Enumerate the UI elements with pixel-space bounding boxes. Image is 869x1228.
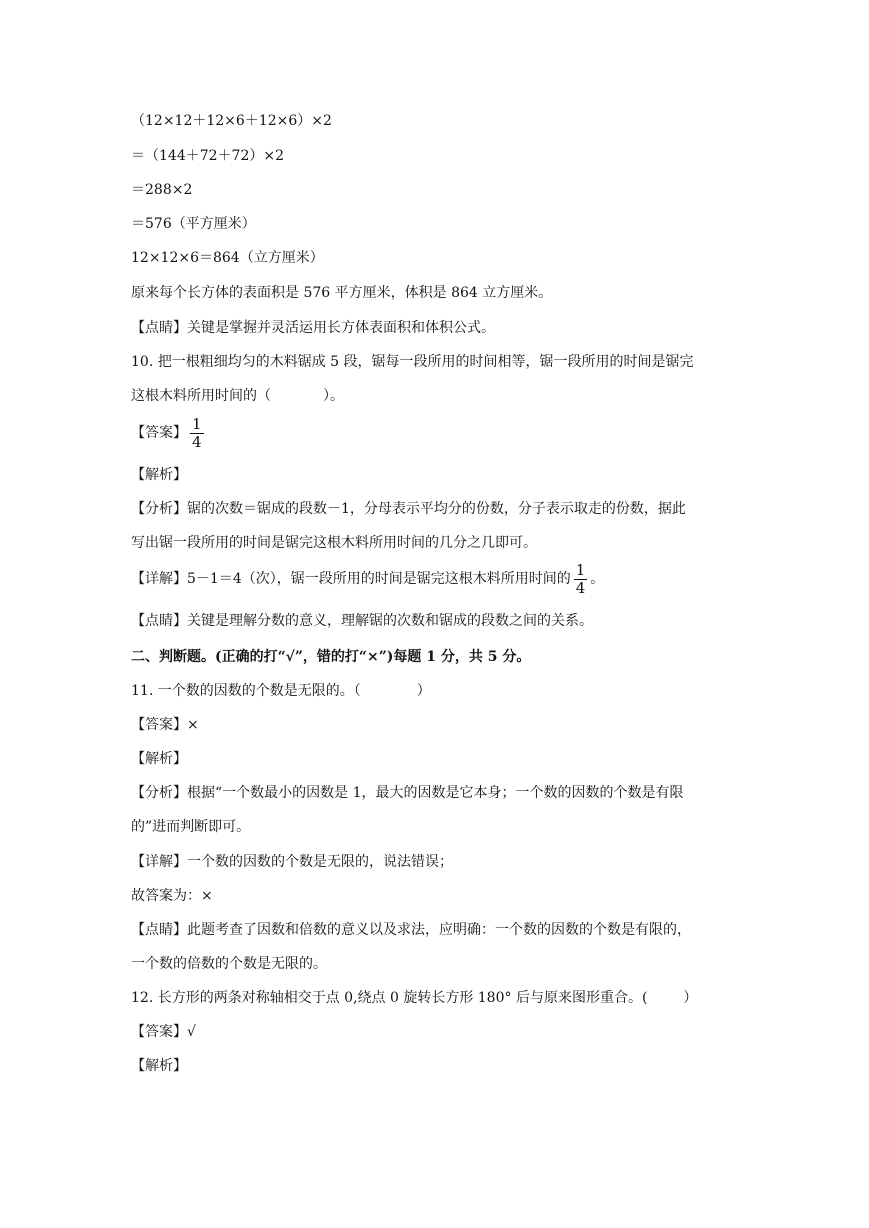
q11-fenxi-line-2: 的”进而判断即可。: [131, 819, 251, 835]
q11-question-text: 11. 一个数的因数的个数是无限的。（: [131, 683, 361, 699]
q12-answer: 【答案】√: [131, 1024, 196, 1040]
fraction-numerator: 1: [192, 414, 202, 433]
q11-answer-line: 故答案为：×: [131, 888, 213, 904]
tip-9: 【点睛】关键是掌握并灵活运用长方体表面积和体积公式。: [131, 320, 495, 336]
q11-jiexi: 【解析】: [131, 751, 187, 767]
calc-line-1: （12×12＋12×6＋12×6）×2: [131, 113, 332, 129]
fraction-numerator: 1: [575, 560, 586, 579]
q11-answer: 【答案】×: [131, 717, 199, 733]
q10-answer-label: 【答案】: [131, 425, 187, 441]
section-2-title: 二、判断题。(正确的打“√”，错的打“×”)每题 1 分，共 5 分。: [131, 649, 531, 665]
q10-answer-fraction: [190, 416, 204, 451]
q10-question-text: 这根木料所用时间的（: [131, 388, 271, 404]
fraction-denominator: 4: [575, 578, 586, 597]
calc-line-4: ＝576（平方厘米）: [131, 216, 256, 232]
q12-question: [131, 988, 697, 1008]
q12-question-end: ）: [683, 990, 698, 1006]
q12-question-text: 12. 长方形的两条对称轴相交于点 0,绕点 0 旋转长方形 180° 后与原来图形重合。(: [131, 990, 648, 1006]
q10-fenxi-line-1: 【分析】锯的次数＝锯成的段数－1，分母表示平均分的份数，分子表示取走的份数，据此: [131, 501, 686, 517]
q10-xiangjie: [131, 560, 604, 598]
q10-tip: 【点睛】关键是理解分数的意义，理解锯的次数和锯成的段数之间的关系。: [131, 613, 593, 629]
q12-jiexi: 【解析】: [131, 1058, 187, 1074]
q10-xiangjie-fraction: [574, 562, 588, 597]
q10-fenxi-line-2: 写出锯一段所用的时间是锯完这根木料所用时间的几分之几即可。: [131, 535, 537, 551]
fraction-denominator: 4: [192, 432, 202, 451]
q11-xiangjie: 【详解】一个数的因数的个数是无限的，说法错误；: [131, 854, 453, 870]
calc-line-2: ＝（144＋72＋72）×2: [131, 148, 284, 164]
q10-question-line-2: [131, 386, 344, 406]
q11-question: [131, 681, 431, 701]
q10-question-end: ）。: [323, 388, 344, 404]
calc-line-5: 12×12×6＝864（立方厘米）: [131, 250, 324, 266]
conclusion-text: 原来每个长方体的表面积是 576 平方厘米，体积是 864 立方厘米。: [131, 285, 553, 301]
q10-jiexi: 【解析】: [131, 467, 187, 483]
q10-question-line-1: 10. 把一根粗细均匀的木料锯成 5 段，锯每一段所用的时间相等，锯一段所用的时间是锯完: [131, 354, 694, 370]
q10-xiangjie-end: 。: [590, 571, 605, 587]
q10-answer: [131, 414, 207, 452]
q11-tip-line-2: 一个数的倍数的个数是无限的。: [131, 956, 327, 972]
calc-line-3: ＝288×2: [131, 182, 193, 198]
q11-tip-line-1: 【点睛】此题考查了因数和倍数的意义以及求法，应明确：一个数的因数的个数是有限的，: [131, 922, 691, 938]
q11-fenxi-line-1: 【分析】根据“一个数最小的因数是 1，最大的因数是它本身；一个数的因数的个数是有限: [131, 785, 684, 801]
q11-question-end: ）: [416, 683, 431, 699]
q10-xiangjie-text: 【详解】5－1＝4（次），锯一段所用的时间是锯完这根木料所用时间的: [131, 571, 571, 587]
